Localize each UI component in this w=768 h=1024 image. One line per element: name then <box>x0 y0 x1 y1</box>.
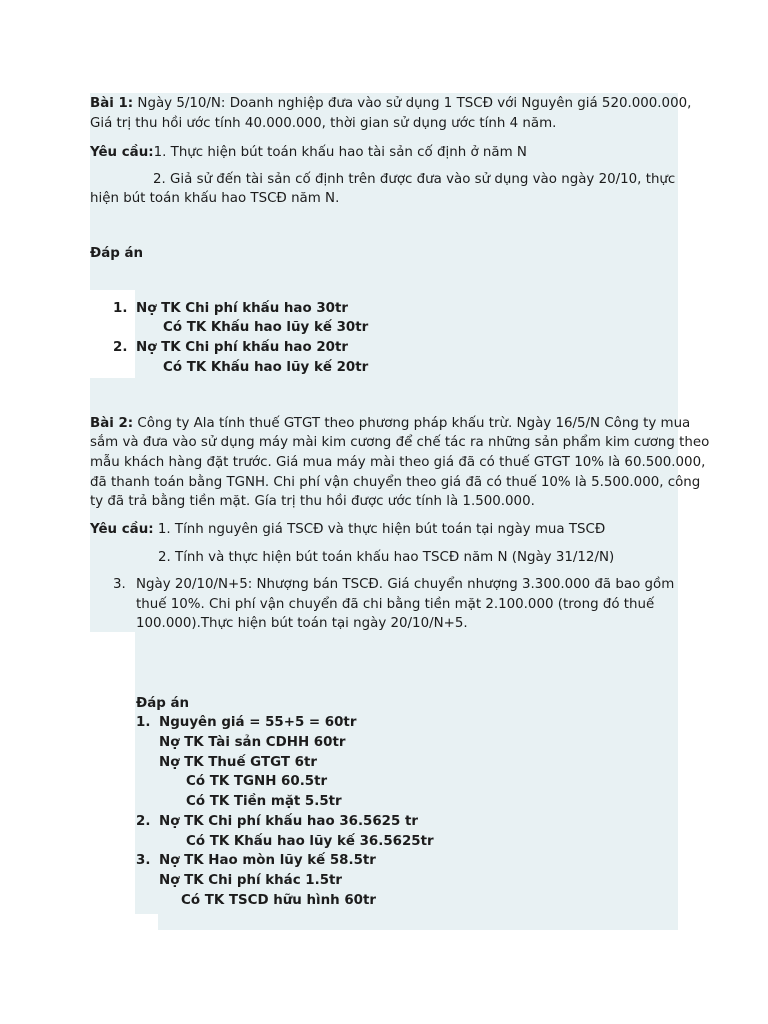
bai2-yeucau-3-line-3: 100.000).Thực hiện bút toán tại ngày 20/10/N+5. <box>136 616 468 631</box>
bai1-dapan-label: Đáp án <box>90 246 144 261</box>
bai1-yeucau-2b: hiện bút toán khấu hao TSCĐ năm N. <box>90 191 340 206</box>
bai2-answer-3-debit-depr: Nợ TK Hao mòn lũy kế 58.5tr <box>159 853 376 868</box>
bai2-answer-1-debit-asset: Nợ TK Tài sản CDHH 60tr <box>159 735 346 750</box>
bai1-yeucau-line <box>90 143 527 163</box>
bai2-answer-3-num: 3. <box>136 853 151 868</box>
bai1-line-2: Giá trị thu hồi ước tính 40.000.000, thời gian sử dụng ước tính 4 năm. <box>90 116 557 131</box>
bai2-line-2: sắm và đưa vào sử dụng máy mài kim cương để chế tác ra những sản phẩm kim cương theo <box>90 435 710 450</box>
bai1-shade-bottom <box>90 378 678 408</box>
bai2-text-1: Công ty Ala tính thuế GTGT theo phương pháp khấu trừ. Ngày 16/5/N Công ty mua <box>133 416 691 431</box>
bai2-line-1 <box>90 414 690 434</box>
bai2-answer-1-credit-bank: Có TK TGNH 60.5tr <box>186 774 328 789</box>
bai1-yeucau-label: Yêu cầu: <box>90 145 154 160</box>
bai2-answer-1-debit-vat: Nợ TK Thuế GTGT 6tr <box>159 755 317 770</box>
bai2-gap-shade <box>135 632 678 692</box>
bai2-answer-1-credit-cash: Có TK Tiền mặt 5.5tr <box>186 794 342 809</box>
bai2-yeucau-3-line-2: thuế 10%. Chi phí vận chuyển đã chi bằng tiền mặt 2.100.000 (trong đó thuế <box>136 597 655 612</box>
bai2-line-4: đã thanh toán bằng TGNH. Chi phí vận chuyển theo giá đã có thuế 10% là 5.500.000, công <box>90 475 701 490</box>
bai2-label: Bài 2: <box>90 416 134 431</box>
bai1-line-1 <box>90 94 691 114</box>
bai2-dapan-label: Đáp án <box>136 696 190 711</box>
bai1-answer-2-credit: Có TK Khấu hao lũy kế 20tr <box>163 360 369 375</box>
bai1-label: Bài 1: <box>90 96 134 111</box>
bai1-answer-2-num: 2. <box>113 340 128 355</box>
bai2-answer-3-debit-other: Nợ TK Chi phí khác 1.5tr <box>159 873 343 888</box>
bai2-answer-1-num: 1. <box>136 715 151 730</box>
bai1-answer-1-debit: Nợ TK Chi phí khấu hao 30tr <box>136 301 348 316</box>
bai2-yeucau-line <box>90 520 605 540</box>
bai2-yeucau-1: 1. Tính nguyên giá TSCĐ và thực hiện bút toán tại ngày mua TSCĐ <box>153 522 606 537</box>
bai1-yeucau-1: 1. Thực hiện bút toán khấu hao tài sản cố định ở năm N <box>153 145 527 160</box>
bai2-answer-3-credit-asset: Có TK TSCD hữu hình 60tr <box>181 893 376 908</box>
bai2-yeucau-3-line-1: Ngày 20/10/N+5: Nhượng bán TSCĐ. Giá chuyển nhượng 3.300.000 đã bao gồm <box>136 577 675 592</box>
bai2-yeucau-2: 2. Tính và thực hiện bút toán khấu hao TSCĐ năm N (Ngày 31/12/N) <box>158 550 615 565</box>
bai2-answer-2-credit: Có TK Khấu hao lũy kế 36.5625tr <box>186 834 434 849</box>
bai2-yeucau-3-num: 3. <box>113 577 126 592</box>
bai1-answer-1-num: 1. <box>113 301 128 316</box>
bai2-line-3: mẫu khách hàng đặt trước. Giá mua máy mài theo giá đã có thuế GTGT 10% là 60.500.000, <box>90 455 706 470</box>
bai2-answer-1-cost: Nguyên giá = 55+5 = 60tr <box>159 715 357 730</box>
bai2-answer-2-debit: Nợ TK Chi phí khấu hao 36.5625 tr <box>159 814 418 829</box>
bai1-answer-1-credit: Có TK Khấu hao lũy kế 30tr <box>163 320 369 335</box>
bai2-yeucau-label: Yêu cầu: <box>90 522 154 537</box>
bai2-line-5: ty đã trả bằng tiền mặt. Gía trị thu hồi được ước tính là 1.500.000. <box>90 494 535 509</box>
bai1-text-1: Ngày 5/10/N: Doanh nghiệp đưa vào sử dụng 1 TSCĐ với Nguyên giá 520.000.000, <box>133 96 692 111</box>
bai2-answer-2-num: 2. <box>136 814 151 829</box>
bai1-answer-2-debit: Nợ TK Chi phí khấu hao 20tr <box>136 340 348 355</box>
bai1-yeucau-2a: 2. Giả sử đến tài sản cố định trên được đưa vào sử dụng vào ngày 20/10, thực <box>153 172 676 187</box>
